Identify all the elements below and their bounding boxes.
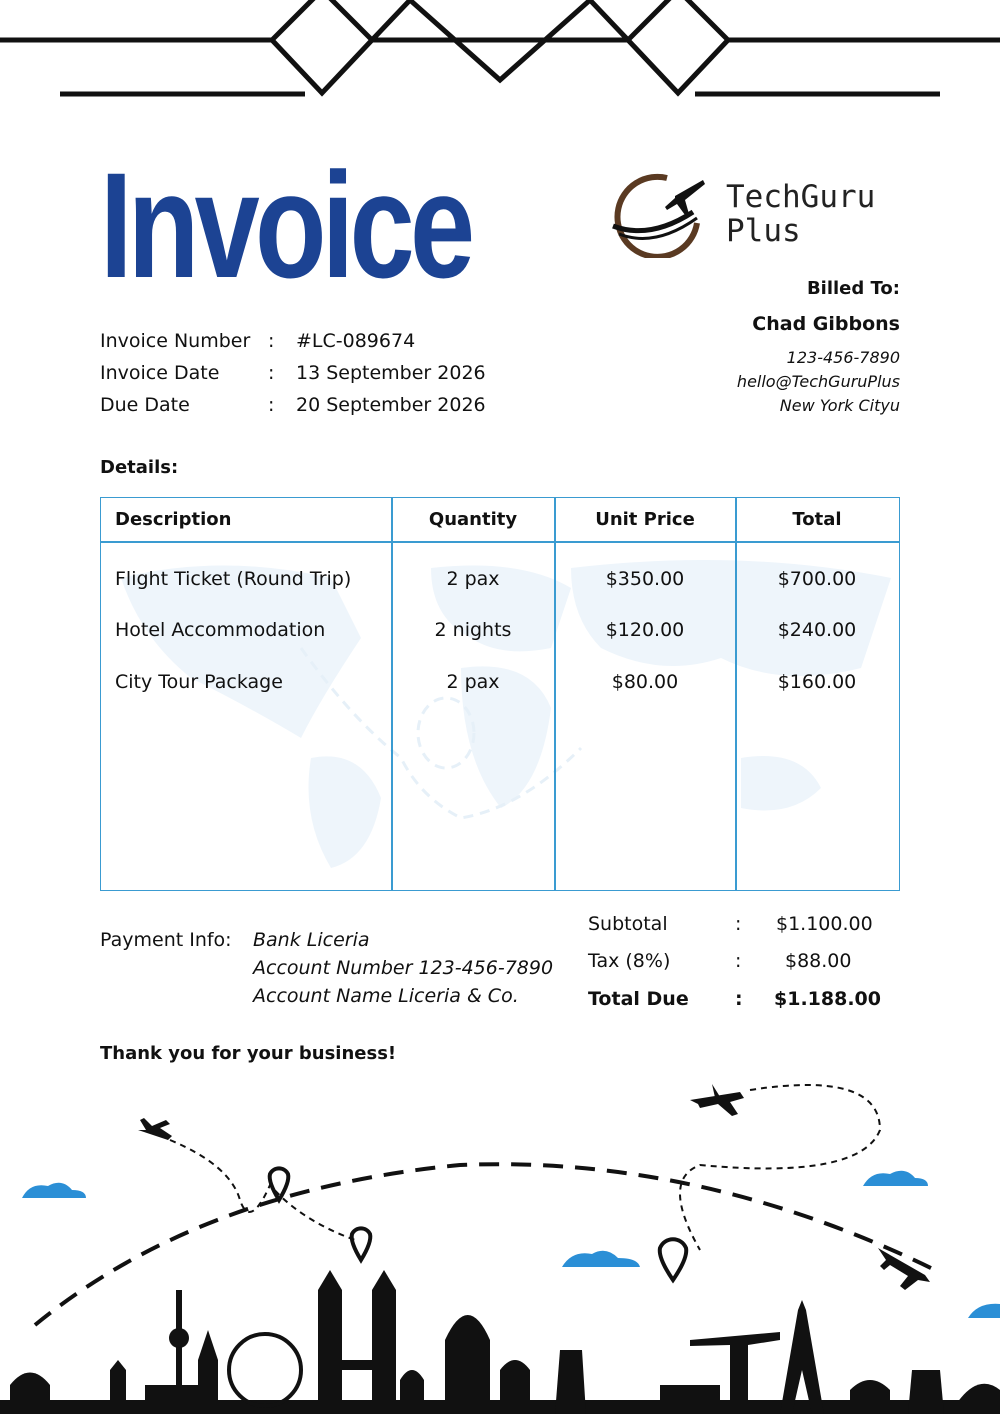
- meta-label: Invoice Number: [100, 330, 251, 352]
- payment-bank: Bank Liceria: [253, 929, 370, 951]
- column-divider: [554, 498, 556, 890]
- plane-globe-logo-icon: [605, 168, 715, 258]
- airplane-icon: [138, 1118, 172, 1140]
- top-border-decoration: [0, 0, 1000, 100]
- totals-colon: :: [735, 988, 743, 1010]
- meta-value: 20 September 2026: [296, 394, 486, 416]
- cell-quantity: 2 pax: [446, 568, 500, 590]
- brand-name: [726, 180, 875, 248]
- meta-value: #LC-089674: [296, 330, 416, 352]
- column-header-total: Total: [792, 509, 842, 530]
- column-header-description: Description: [115, 509, 232, 530]
- thank-you-message: Thank you for your business!: [100, 1043, 397, 1064]
- billed-name: Chad Gibbons: [752, 313, 900, 335]
- subtotal-value: $1.100.00: [776, 913, 873, 935]
- cell-unit-price: $120.00: [605, 619, 685, 641]
- cell-total: $160.00: [777, 671, 857, 693]
- total-due-value: $1.188.00: [774, 988, 881, 1010]
- details-label: Details:: [100, 457, 179, 478]
- travel-skyline-illustration: [0, 1070, 1000, 1414]
- meta-colon: :: [268, 362, 275, 384]
- tax-value: $88.00: [785, 950, 852, 972]
- cell-total: $700.00: [777, 568, 857, 590]
- invoice-title: Invoice: [100, 141, 471, 309]
- billed-to-heading: Billed To:: [806, 278, 900, 299]
- cell-unit-price: $350.00: [605, 568, 685, 590]
- payment-account-name: Account Name Liceria & Co.: [253, 985, 519, 1007]
- brand-name-line2: Plus: [726, 213, 801, 249]
- column-header-unit-price: Unit Price: [595, 509, 695, 530]
- column-divider: [391, 498, 393, 890]
- brand-name-line1: TechGuru: [726, 179, 876, 215]
- cell-description: City Tour Package: [115, 671, 283, 693]
- airplane-icon: [878, 1248, 930, 1290]
- payment-account-number: Account Number 123-456-7890: [253, 957, 554, 979]
- billed-phone: 123-456-7890: [786, 348, 900, 367]
- meta-label: Invoice Date: [100, 362, 220, 384]
- cell-total: $240.00: [777, 619, 857, 641]
- billed-city: New York Cityu: [779, 396, 900, 415]
- totals-colon: :: [735, 950, 742, 972]
- cell-description: Flight Ticket (Round Trip): [115, 568, 352, 590]
- payment-label: Payment Info:: [100, 929, 232, 951]
- cell-quantity: 2 nights: [434, 619, 512, 641]
- tax-label: Tax (8%): [588, 950, 671, 972]
- subtotal-label: Subtotal: [588, 913, 668, 935]
- meta-label: Due Date: [100, 394, 190, 416]
- column-divider: [735, 498, 737, 890]
- cell-description: Hotel Accommodation: [115, 619, 326, 641]
- billed-email: hello@TechGuruPlus: [736, 372, 900, 391]
- airplane-icon: [690, 1084, 744, 1116]
- world-map-watermark: [101, 558, 898, 878]
- cell-quantity: 2 pax: [446, 671, 500, 693]
- cell-unit-price: $80.00: [611, 671, 679, 693]
- totals-colon: :: [735, 913, 742, 935]
- meta-colon: :: [268, 330, 275, 352]
- column-header-quantity: Quantity: [428, 509, 518, 530]
- world-landmarks-skyline: [0, 1270, 1000, 1414]
- meta-colon: :: [268, 394, 275, 416]
- cloud-icon: [22, 1171, 1000, 1318]
- meta-value: 13 September 2026: [296, 362, 486, 384]
- total-due-label: Total Due: [588, 988, 689, 1010]
- details-table: [100, 497, 900, 891]
